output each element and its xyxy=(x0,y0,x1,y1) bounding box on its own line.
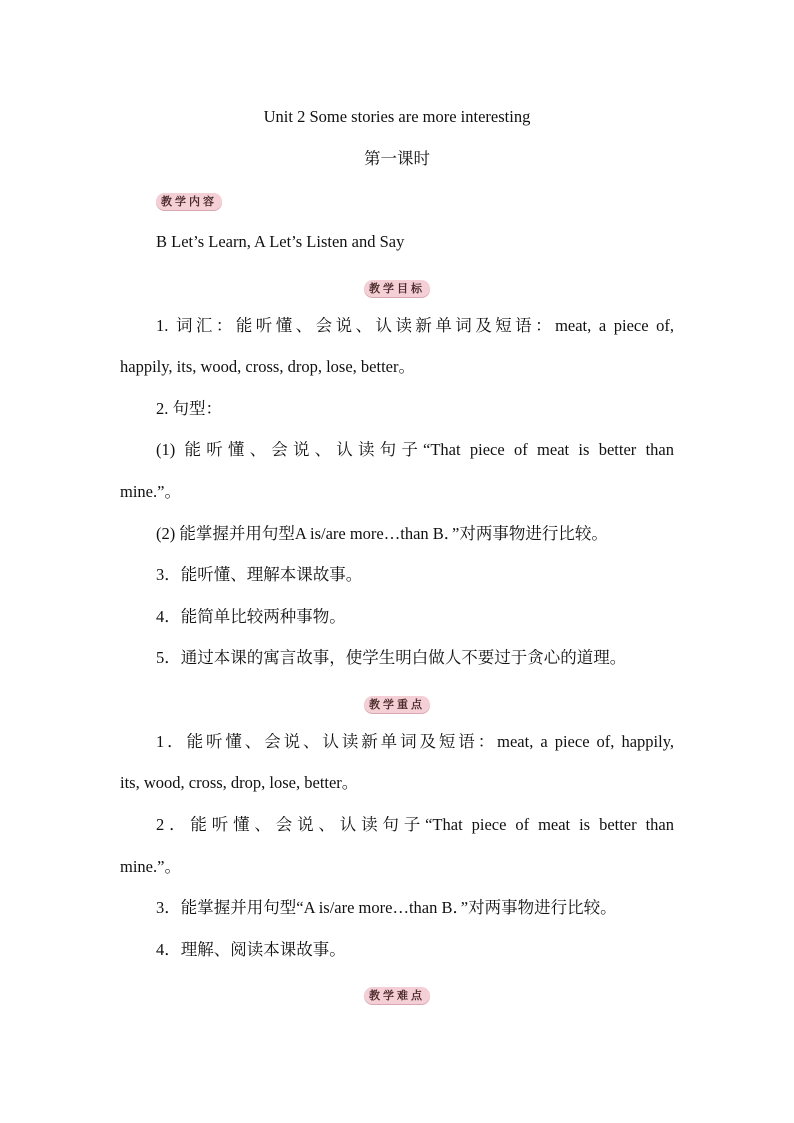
section-badge-key-points: 教学重点 xyxy=(364,696,430,713)
objective-item-1-line-1: 1. 词汇：能听懂、会说、认读新单词及短语：meat, a piece of, xyxy=(156,316,674,335)
key-point-item-1-line-1: 1．能听懂、会说、认读新单词及短语：meat, a piece of, happily, xyxy=(156,732,674,751)
key-point-item-4: 4．理解、阅读本课故事。 xyxy=(156,940,346,959)
key-point-item-2-line-1: 2．能听懂、会说、认读句子“That piece of meat is better than xyxy=(156,815,674,834)
objective-item-2b: (2) 能掌握并用句型A is/are more…than B．”对两事物进行比较。 xyxy=(156,524,608,543)
key-point-item-3: 3．能掌握并用句型“A is/are more…than B．”对两事物进行比较。 xyxy=(156,898,617,917)
section-badge-content: 教学内容 xyxy=(156,193,222,210)
key-point-item-2-line-2: mine.”。 xyxy=(120,857,181,876)
key-point-item-1-line-2: its, wood, cross, drop, lose, better。 xyxy=(120,773,359,792)
page-title: Unit 2 Some stories are more interesting xyxy=(263,107,531,126)
content-text: B Let’s Learn, A Let’s Listen and Say xyxy=(156,232,405,251)
objective-item-4: 4．能简单比较两种事物。 xyxy=(156,607,346,626)
objective-item-2a-line-2: mine.”。 xyxy=(120,482,181,501)
objective-item-2: 2. 句型： xyxy=(156,399,222,418)
section-badge-objectives: 教学目标 xyxy=(364,280,430,297)
objective-item-3: 3．能听懂、理解本课故事。 xyxy=(156,565,363,584)
page-subtitle: 第一课时 xyxy=(364,149,430,168)
section-badge-difficulties: 教学难点 xyxy=(364,987,430,1004)
objective-item-1-line-2: happily, its, wood, cross, drop, lose, better。 xyxy=(120,357,415,376)
objective-item-2a-line-1: (1) 能听懂、会说、认读句子“That piece of meat is better than xyxy=(156,440,674,459)
objective-item-5: 5．通过本课的寓言故事，使学生明白做人不要过于贪心的道理。 xyxy=(156,648,627,667)
